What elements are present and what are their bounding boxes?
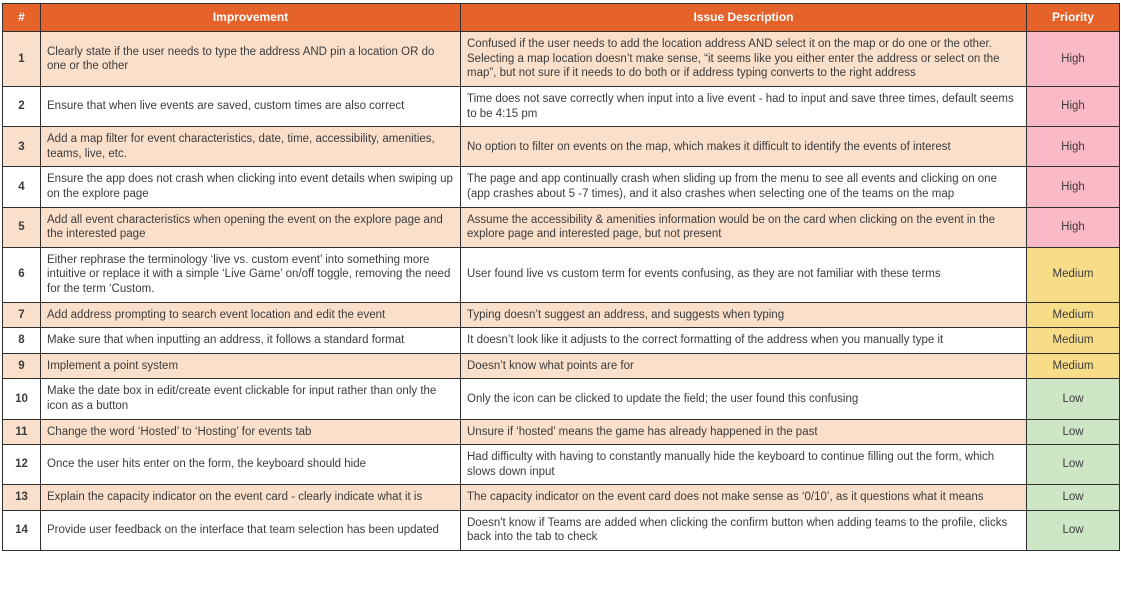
- table-row: [3, 87, 1120, 127]
- row-number: 14: [3, 510, 41, 550]
- table-row: [3, 207, 1120, 247]
- table-row: [3, 445, 1120, 485]
- column-header-number: #: [3, 4, 41, 32]
- table-row: [3, 510, 1120, 550]
- priority-cell: High: [1027, 32, 1120, 87]
- improvement-cell: Either rephrase the terminology ‘live vs. custom event’ into something more intuitive or replace it with a simple ‘Live Game’ on/off toggle, removing the need for the term ‘Custom.: [41, 247, 461, 302]
- table-row: [3, 247, 1120, 302]
- table-row: [3, 485, 1120, 511]
- issue-cell: Unsure if ‘hosted’ means the game has already happened in the past: [461, 419, 1027, 445]
- issue-cell: Doesn’t know what points are for: [461, 353, 1027, 379]
- priority-cell: High: [1027, 127, 1120, 167]
- row-number: 5: [3, 207, 41, 247]
- row-number: 4: [3, 167, 41, 207]
- improvement-cell: Add all event characteristics when opening the event on the explore page and the interested page: [41, 207, 461, 247]
- table-row: [3, 353, 1120, 379]
- issue-cell: Typing doesn’t suggest an address, and suggests when typing: [461, 302, 1027, 328]
- improvement-cell: Explain the capacity indicator on the event card - clearly indicate what it is: [41, 485, 461, 511]
- table-row: [3, 302, 1120, 328]
- issue-cell: The page and app continually crash when sliding up from the menu to see all events and clicking on one (app crashes about 5 -7 times), and it also crashes when selecting one of the teams on the map: [461, 167, 1027, 207]
- improvement-cell: Make the date box in edit/create event clickable for input rather than only the icon as a button: [41, 379, 461, 419]
- issue-cell: Only the icon can be clicked to update the field; the user found this confusing: [461, 379, 1027, 419]
- improvement-cell: Provide user feedback on the interface that team selection has been updated: [41, 510, 461, 550]
- improvement-cell: Ensure that when live events are saved, custom times are also correct: [41, 87, 461, 127]
- row-number: 12: [3, 445, 41, 485]
- priority-cell: Low: [1027, 445, 1120, 485]
- table-header-row: [3, 4, 1120, 32]
- improvement-cell: Add a map filter for event characteristics, date, time, accessibility, amenities, teams, live, etc.: [41, 127, 461, 167]
- table-row: [3, 167, 1120, 207]
- row-number: 8: [3, 328, 41, 354]
- priority-cell: Low: [1027, 419, 1120, 445]
- issue-cell: No option to filter on events on the map, which makes it difficult to identify the events of interest: [461, 127, 1027, 167]
- row-number: 6: [3, 247, 41, 302]
- improvement-cell: Add address prompting to search event location and edit the event: [41, 302, 461, 328]
- column-header-priority: Priority: [1027, 4, 1120, 32]
- table-row: [3, 379, 1120, 419]
- issue-cell: It doesn’t look like it adjusts to the correct formatting of the address when you manually type it: [461, 328, 1027, 354]
- issue-cell: Time does not save correctly when input into a live event - had to input and save three times, default seems to be 4:15 pm: [461, 87, 1027, 127]
- priority-cell: High: [1027, 167, 1120, 207]
- row-number: 9: [3, 353, 41, 379]
- column-header-issue-description: Issue Description: [461, 4, 1027, 32]
- issue-cell: Had difficulty with having to constantly manually hide the keyboard to continue filling out the form, which slows down input: [461, 445, 1027, 485]
- improvement-cell: Implement a point system: [41, 353, 461, 379]
- priority-cell: Medium: [1027, 353, 1120, 379]
- issue-cell: Doesn't know if Teams are added when clicking the confirm button when adding teams to the profile, clicks back into the tab to check: [461, 510, 1027, 550]
- table-row: [3, 419, 1120, 445]
- priority-cell: Low: [1027, 379, 1120, 419]
- priority-cell: High: [1027, 207, 1120, 247]
- row-number: 3: [3, 127, 41, 167]
- issue-cell: The capacity indicator on the event card does not make sense as ‘0/10’, as it questions what it means: [461, 485, 1027, 511]
- table-row: [3, 328, 1120, 354]
- improvement-cell: Ensure the app does not crash when clicking into event details when swiping up on the explore page: [41, 167, 461, 207]
- table-row: [3, 127, 1120, 167]
- row-number: 7: [3, 302, 41, 328]
- row-number: 11: [3, 419, 41, 445]
- column-header-improvement: Improvement: [41, 4, 461, 32]
- row-number: 1: [3, 32, 41, 87]
- improvement-cell: Make sure that when inputting an address, it follows a standard format: [41, 328, 461, 354]
- issue-cell: Assume the accessibility & amenities information would be on the card when clicking on the event in the explore page and interested page, but not present: [461, 207, 1027, 247]
- priority-cell: Medium: [1027, 328, 1120, 354]
- improvement-cell: Clearly state if the user needs to type the address AND pin a location OR do one or the other: [41, 32, 461, 87]
- priority-cell: Medium: [1027, 302, 1120, 328]
- improvement-cell: Once the user hits enter on the form, the keyboard should hide: [41, 445, 461, 485]
- table-body: [3, 32, 1120, 551]
- findings-table: [2, 3, 1120, 551]
- priority-cell: Low: [1027, 485, 1120, 511]
- row-number: 13: [3, 485, 41, 511]
- improvement-cell: Change the word ‘Hosted’ to ‘Hosting’ for events tab: [41, 419, 461, 445]
- priority-cell: Medium: [1027, 247, 1120, 302]
- row-number: 10: [3, 379, 41, 419]
- issue-cell: Confused if the user needs to add the location address AND select it on the map or do one or the other. Selecting a map location doesn’t make sense, “it seems like you either enter the address or select on the map”, but not sure if it needs to do both or if address typing converts to the right address: [461, 32, 1027, 87]
- row-number: 2: [3, 87, 41, 127]
- table-row: [3, 32, 1120, 87]
- issue-cell: User found live vs custom term for events confusing, as they are not familiar with these terms: [461, 247, 1027, 302]
- priority-cell: Low: [1027, 510, 1120, 550]
- priority-cell: High: [1027, 87, 1120, 127]
